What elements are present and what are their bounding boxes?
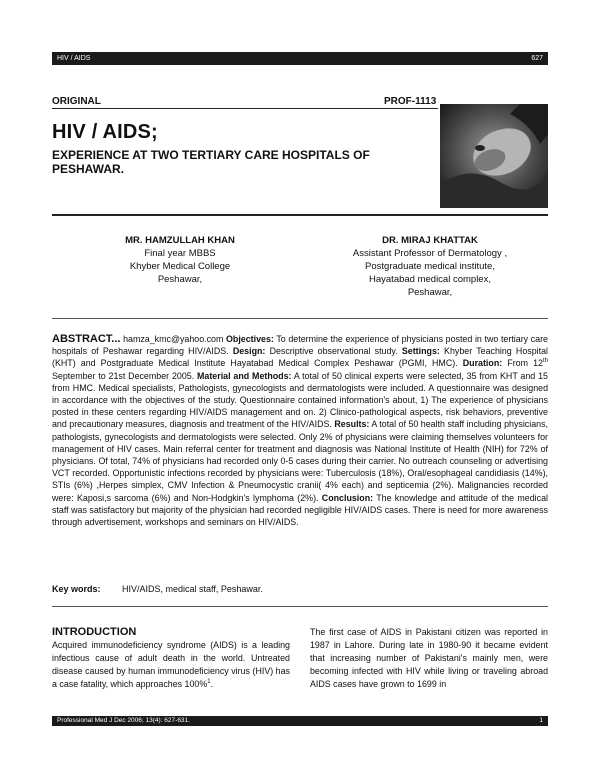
author-affiliation-line: Peshawar, — [407, 287, 453, 298]
divider — [52, 606, 548, 607]
article-subtitle: EXPERIENCE AT TWO TERTIARY CARE HOSPITALS OF PESHAWAR. — [52, 148, 370, 176]
author-block — [330, 234, 530, 299]
keywords — [52, 584, 263, 594]
duration-label: Duration: — [462, 358, 503, 369]
settings-label: Settings: — [401, 346, 440, 357]
duration-text: From 12 — [502, 358, 543, 369]
running-header — [52, 52, 548, 65]
intro-left-column — [52, 626, 290, 691]
objectives-label: Objectives: — [226, 334, 274, 344]
results-label: Results: — [334, 419, 370, 430]
author-name: MR. HAMZULLAH KHAN — [125, 235, 235, 246]
article-photo — [440, 104, 548, 208]
author-affiliation-line: Final year MBBS — [144, 248, 216, 259]
divider — [52, 108, 438, 109]
author-affiliation-line: Postgraduate medical institute, — [365, 261, 495, 272]
author-affiliation-line: Khyber Medical College — [129, 261, 231, 272]
divider — [52, 318, 548, 319]
running-header-page: 627 — [531, 55, 543, 62]
author-name: DR. MIRAJ KHATTAK — [382, 235, 478, 246]
footer-page-number: 1 — [539, 717, 543, 724]
author-email: hamza_kmc@yahoo.com — [120, 334, 227, 344]
settings-text: Khyber Teaching Hospital (KHT) and Postgraduate Medical Institute Hayatabad Medical Complex Peshawar (PGMI, HMC). — [52, 346, 548, 369]
design-text: Descriptive observational study. — [265, 346, 402, 357]
conclusion-label: Conclusion: — [321, 492, 374, 503]
author-affiliation-line: Assistant Professor of Dermatology , — [352, 248, 508, 259]
intro-paragraph-end: . — [210, 679, 214, 689]
article-code: PROF-1113 — [384, 96, 437, 107]
intro-right-column — [310, 626, 548, 691]
divider — [52, 214, 548, 216]
conclusion-text: The knowledge and attitude of the medical staff was satisfactory but majority of the physician had recorded negligible HIV/AIDS cases. There is need for more awareness through advertisement, workshops and seminars on HIV/AIDS. — [52, 492, 548, 528]
author-block — [100, 234, 260, 286]
keywords-label: Key words: — [52, 584, 101, 594]
abstract-lead: ABSTRACT... — [52, 333, 121, 345]
section-heading: INTRODUCTION — [52, 626, 137, 638]
ordinal-suffix: th — [542, 358, 548, 365]
author-affiliation-line: Hayatabad medical complex, — [369, 274, 491, 285]
intro-paragraph: The first case of AIDS in Pakistani citizen was reported in 1987 in Lahore. During late in 1980-90 it became evident that increasing number of Pakistani's mainly men, were becoming infected with HIV while living or traveling abroad AIDS cases have grown to 1699 in — [310, 627, 548, 689]
objectives-text: To determine the experience of physicians posted in two tertiary care hospitals of Peshawar regarding HIV/AIDS. — [52, 334, 548, 357]
methods-text: A total of 50 clinical experts were selected, 35 from KHT and 15 from HMC. Medical specialists, Pathologists, gynecologists and dermatologists were included. A questionnaire was designed in accordance with the objectives of the study. Questionnaire contained information's about, 1) The experience of physicians posted in these centers regarding HIV/AIDS management and on. 2) Clinico-pathological aspects, risk behaviors, preventive and precautionary measures, diagnosis and treatment of the HIV/AIDS. — [52, 370, 548, 430]
results-text: A total of 50 health staff including physicians, pathologists, gynecologists and dermatologists were selected. Only 2% of physicians were claiming themselves volunteers for management of HIV cases. Main referral center for treatment and diagnosis was National Institute of Health (NIH) for 72% of physicians. Of total, 74% of physicians had recorded only 0-5 cases during their carrier. No outreach counseling or advertising VCT recorded. Opportunistic infections recorded by physicians were: Tuberculosis (18%), Oral/esophageal candidiasis (14%), STIs (6%) ,Herpes simplex, CMV Infection & Pneumocystic cranii( 4% each) and septicemia (2%). Malignancies recorded were: Kaposi,s sarcoma (6%) and Non-Hodgkin's lymphoma (2%). — [52, 419, 548, 503]
citation-ref: 1 — [207, 679, 211, 686]
methods-label: Material and Methods: — [197, 370, 292, 381]
article-title: HIV / AIDS; — [52, 121, 158, 143]
duration-text-end: September to 21st December 2005. — [52, 370, 198, 381]
design-label: Design: — [232, 346, 266, 357]
abstract — [52, 333, 548, 528]
running-header-section: HIV / AIDS — [57, 55, 91, 62]
journal-citation: Professional Med J Dec 2006; 13(4): 627-631. — [57, 717, 190, 724]
keywords-value: HIV/AIDS, medical staff, Peshawar. — [122, 584, 263, 594]
running-footer — [52, 716, 548, 726]
article-category: ORIGINAL — [52, 96, 101, 107]
intro-paragraph: Acquired immunodeficiency syndrome (AIDS) is a leading infectious cause of adult death in the world. Untreated disease caused by human immunodeficiency virus (HIV) has a case fatality, which approaches 100% — [52, 640, 290, 689]
author-affiliation-line: Peshawar, — [157, 274, 203, 285]
